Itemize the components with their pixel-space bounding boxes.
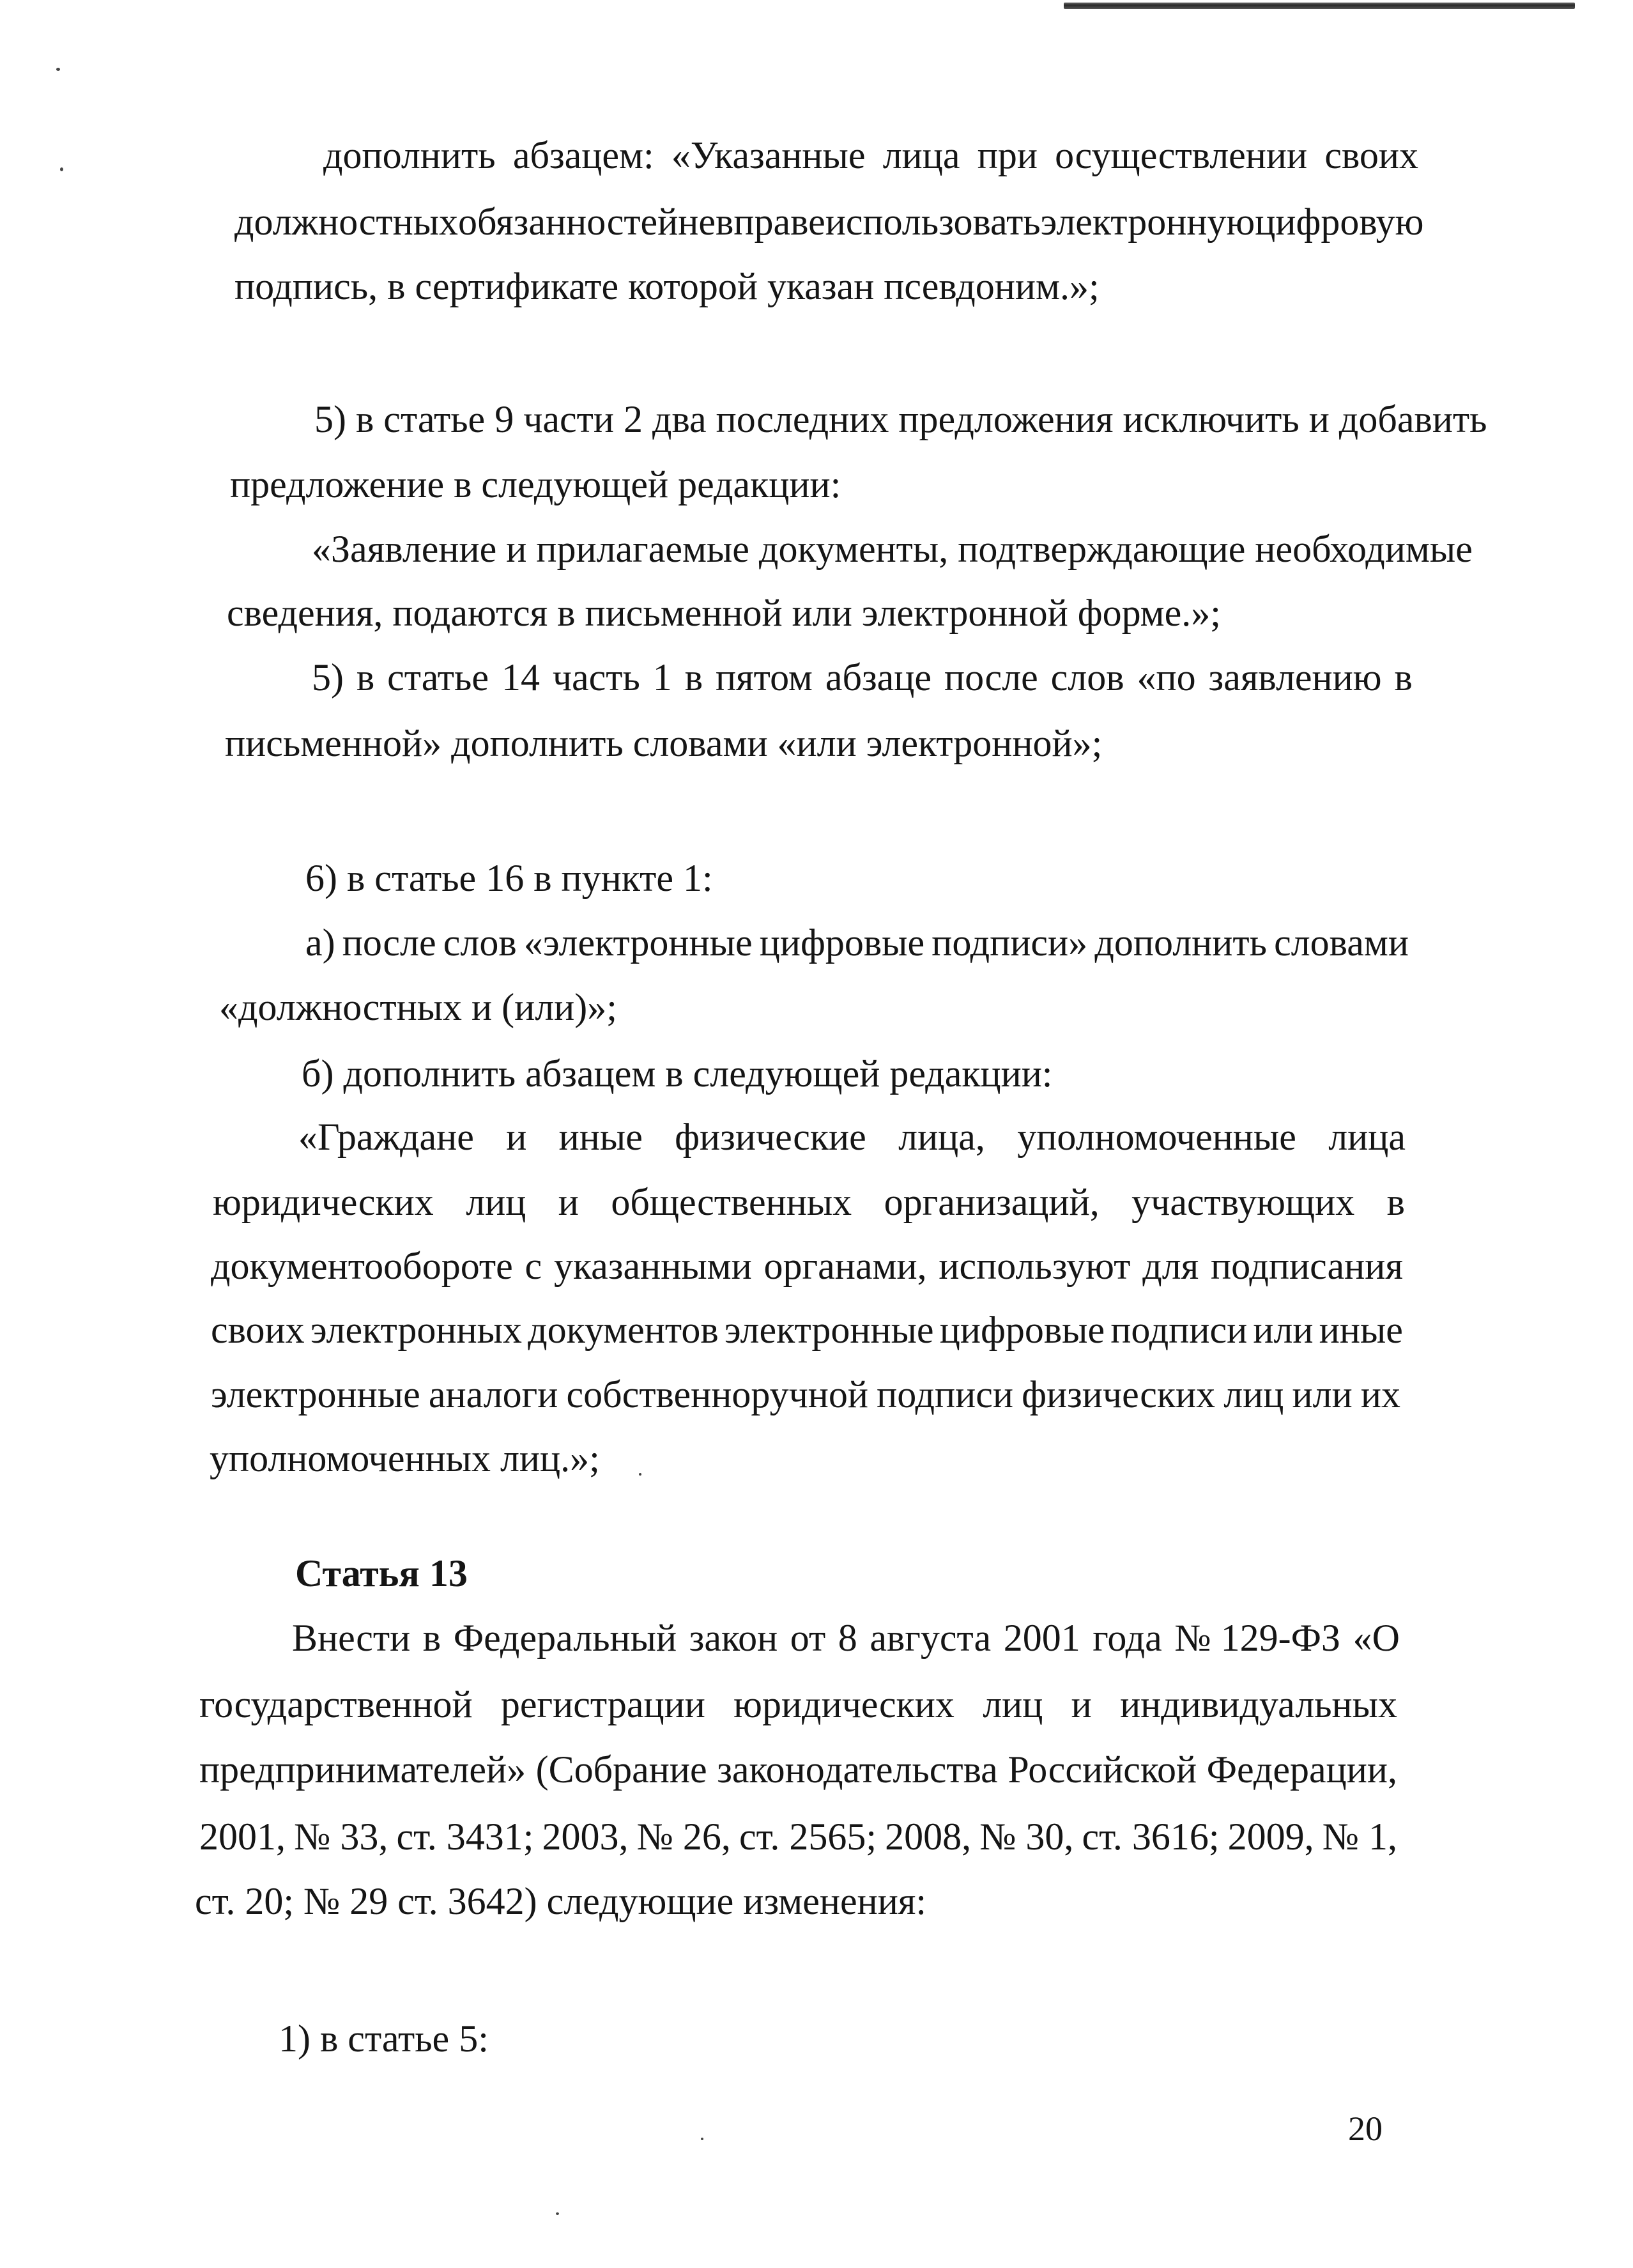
word: документообороте	[211, 1245, 513, 1287]
word: или	[1253, 1309, 1314, 1351]
word: подписи	[1110, 1309, 1248, 1351]
text-line	[298, 1118, 1406, 1156]
word: использовать	[825, 201, 1041, 243]
word: с	[525, 1245, 542, 1287]
word: обязанностей	[458, 201, 678, 243]
word: осуществлении	[1055, 134, 1308, 176]
word: № 26,	[636, 1816, 731, 1858]
word: участвующих	[1131, 1181, 1355, 1223]
text-line: предложение в следующей редакции:	[230, 463, 841, 505]
word: лица	[1328, 1116, 1406, 1158]
word: «Граждане	[298, 1116, 474, 1158]
word: 2001	[1003, 1617, 1080, 1659]
word: цифровую	[1255, 201, 1424, 243]
word: лиц	[983, 1683, 1043, 1725]
text-line	[312, 658, 1413, 697]
word: слов	[443, 922, 517, 964]
word: лица,	[898, 1116, 985, 1158]
text-line	[199, 1817, 1397, 1856]
word: государственной	[199, 1683, 473, 1725]
word: Федерации,	[1206, 1748, 1397, 1791]
word: года	[1092, 1617, 1162, 1659]
word: после	[342, 922, 436, 964]
word: должностных	[234, 201, 459, 243]
word: подписи	[877, 1373, 1013, 1416]
word: 8	[838, 1617, 857, 1659]
word: иные	[558, 1116, 643, 1158]
word: после	[944, 656, 1038, 698]
word: электронных	[310, 1309, 522, 1351]
scan-speck	[556, 2212, 559, 2215]
word: электронные	[724, 1309, 934, 1351]
word: в	[1386, 1181, 1405, 1223]
word: (Собрание	[535, 1748, 707, 1791]
article-heading: Статья 13	[295, 1552, 468, 1594]
word: лица	[882, 134, 960, 176]
word: абзацем:	[512, 134, 654, 176]
word: № 33,	[294, 1816, 388, 1858]
text-line: ст. 20; № 29 ст. 3642) следующие изменения:	[195, 1880, 927, 1922]
word: «по	[1137, 656, 1196, 698]
word: для	[1142, 1245, 1199, 1287]
text-line	[199, 1750, 1397, 1789]
word: их	[1360, 1373, 1400, 1416]
word: иные	[1319, 1309, 1403, 1351]
word: абзаце	[825, 656, 932, 698]
text-line	[211, 1311, 1403, 1349]
scan-edge-mark	[1064, 3, 1575, 9]
word: указанными	[553, 1245, 752, 1287]
text-line: 6) в статье 16 в пункте 1:	[305, 857, 713, 899]
word: № 129-ФЗ	[1174, 1617, 1341, 1659]
word: своих	[1324, 134, 1418, 176]
word: в	[1394, 656, 1413, 698]
text-line: уполномоченных лиц.»;	[210, 1437, 600, 1479]
word: электронную	[1040, 201, 1255, 243]
text-line	[211, 1247, 1403, 1285]
text-line	[199, 1685, 1397, 1724]
word: № 30,	[979, 1816, 1074, 1858]
word: в	[356, 656, 375, 698]
scan-speck	[639, 1473, 641, 1476]
word: юридических	[733, 1683, 954, 1725]
word: пятом	[715, 656, 813, 698]
word: цифровые	[939, 1309, 1105, 1351]
word: часть	[552, 656, 640, 698]
word: статье	[387, 656, 489, 698]
word: используют	[939, 1245, 1131, 1287]
word: и	[558, 1181, 579, 1223]
word: «О	[1353, 1617, 1400, 1659]
word: Внести	[292, 1617, 411, 1659]
word: или	[1292, 1373, 1353, 1416]
word: подписания	[1211, 1245, 1403, 1287]
word: организаций,	[884, 1181, 1100, 1223]
text-line	[292, 1619, 1400, 1657]
word: 2009,	[1227, 1816, 1314, 1858]
scan-speck	[56, 68, 60, 71]
word: органами,	[763, 1245, 927, 1287]
word: цифровые	[759, 922, 925, 964]
word: электронные	[211, 1373, 420, 1416]
scan-speck	[60, 167, 63, 171]
word: общественных	[611, 1181, 852, 1223]
word: при	[977, 134, 1038, 176]
word: в	[684, 656, 703, 698]
word: ст. 3616;	[1082, 1816, 1220, 1858]
text-line: письменной» дополнить словами «или электронной»;	[225, 722, 1103, 764]
word: 2003,	[542, 1816, 629, 1858]
word: подписи»	[931, 922, 1088, 964]
word: регистрации	[500, 1683, 705, 1725]
text-line: «Заявление и прилагаемые документы, подтверждающие необходимые	[312, 528, 1473, 570]
word: уполномоченные	[1017, 1116, 1296, 1158]
text-line: сведения, подаются в письменной или электронной форме.»;	[227, 592, 1221, 634]
word: 2008,	[885, 1816, 972, 1858]
word: закон	[689, 1617, 778, 1659]
word: физических	[1022, 1373, 1216, 1416]
text-line: б) дополнить абзацем в следующей редакции:	[302, 1053, 1053, 1095]
word: слов	[1050, 656, 1124, 698]
word: 2001,	[199, 1816, 286, 1858]
scan-speck	[701, 2138, 703, 2140]
word: дополнить	[323, 134, 496, 176]
page-number: 20	[1348, 2110, 1383, 2148]
word: документов	[528, 1309, 719, 1351]
word: заявлению	[1208, 656, 1382, 698]
text-line	[305, 923, 1409, 962]
text-line	[234, 201, 1424, 243]
word: от	[790, 1617, 826, 1659]
word: предпринимателей»	[199, 1748, 526, 1791]
word: в	[422, 1617, 441, 1659]
text-line	[213, 1183, 1405, 1221]
word: не	[678, 201, 716, 243]
word: 1	[652, 656, 672, 698]
word: 5)	[312, 656, 344, 698]
word: вправе	[716, 201, 825, 243]
word: а)	[305, 922, 335, 964]
word: и	[1071, 1683, 1092, 1725]
text-line	[323, 136, 1418, 174]
text-line: «должностных и (или)»;	[219, 986, 617, 1028]
word: «Указанные	[671, 134, 866, 176]
word: августа	[870, 1617, 992, 1659]
word: дополнить	[1094, 922, 1267, 964]
word: законодательства	[717, 1748, 998, 1791]
word: словами	[1274, 922, 1409, 964]
word: Российской	[1008, 1748, 1197, 1791]
word: индивидуальных	[1120, 1683, 1397, 1725]
word: юридических	[213, 1181, 434, 1223]
word: собственноручной	[566, 1373, 868, 1416]
word: лиц	[1223, 1373, 1284, 1416]
word: 14	[501, 656, 540, 698]
word: Федеральный	[453, 1617, 677, 1659]
text-line: подпись, в сертификате которой указан псевдоним.»;	[234, 265, 1100, 307]
word: ст. 3431;	[396, 1816, 534, 1858]
word: ст. 2565;	[739, 1816, 877, 1858]
word: № 1,	[1322, 1816, 1397, 1858]
word: аналоги	[428, 1373, 558, 1416]
word: физические	[675, 1116, 866, 1158]
word: лиц	[466, 1181, 526, 1223]
text-line: 5) в статье 9 части 2 два последних предложения исключить и добавить	[314, 398, 1487, 440]
word: и	[506, 1116, 527, 1158]
text-line	[211, 1375, 1400, 1414]
word: своих	[211, 1309, 305, 1351]
word: «электронные	[523, 922, 753, 964]
text-line: 1) в статье 5:	[279, 2017, 489, 2060]
